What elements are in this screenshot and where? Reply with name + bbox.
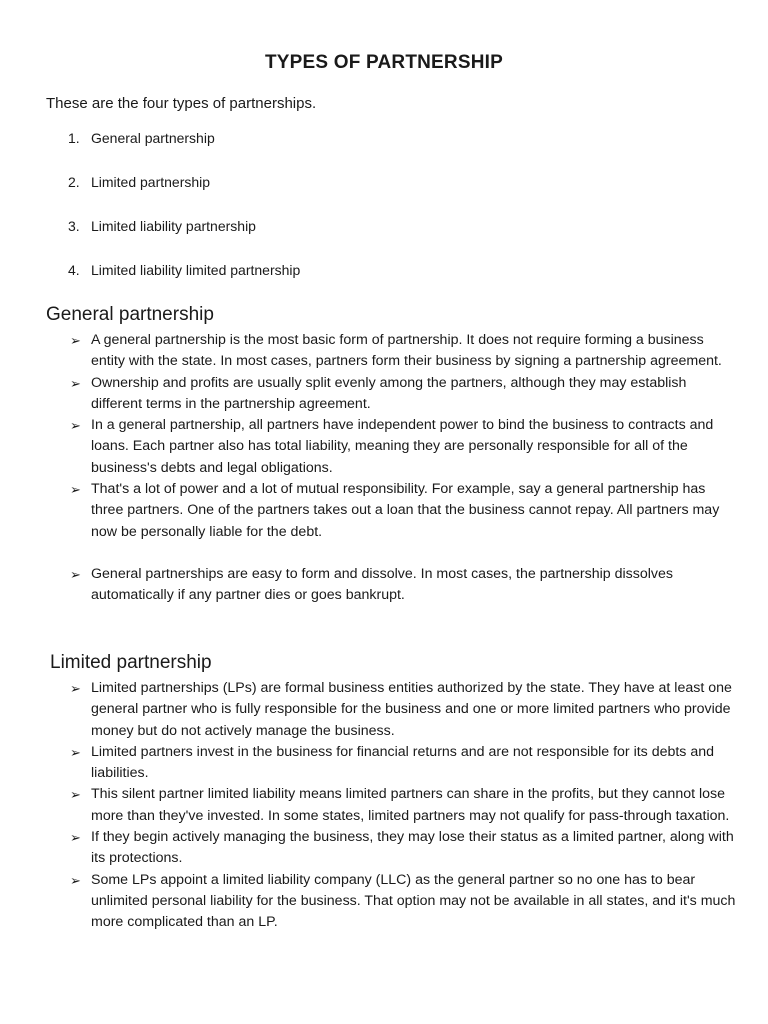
arrow-bullet-icon: ➢ — [70, 830, 81, 846]
list-number: 1. — [68, 130, 80, 146]
section-heading: General partnership — [46, 304, 214, 325]
bullet-item — [70, 330, 736, 373]
bullet-text: That's a lot of power and a lot of mutual responsibility. For example, say a general partnership has three partners. One of the partners takes out a loan that the business cannot repay. All partners may now be personally liable for the debt. — [91, 481, 720, 540]
bullet-item — [70, 479, 736, 543]
arrow-bullet-icon: ➢ — [70, 375, 81, 391]
arrow-bullet-icon: ➢ — [70, 333, 81, 348]
bullet-text: General partnerships are easy to form and dissolve. In most cases, the partnership dissolves automatically if any partner dies or goes bankrupt. — [91, 565, 673, 604]
document-title: TYPES OF PARTNERSHIP — [264, 52, 503, 73]
arrow-bullet-icon: ➢ — [70, 418, 81, 434]
arrow-bullet-icon: ➢ — [70, 787, 81, 803]
bullet-item — [70, 784, 740, 827]
bullet-text: Some LPs appoint a limited liability company (LLC) as the general partner so no one has to bear unlimited personal liability for the business. That option may not be available in all states, and it's much more complicated than an LP. — [91, 871, 736, 931]
arrow-bullet-icon: ➢ — [70, 566, 81, 582]
list-number: 3. — [68, 218, 80, 234]
list-item-label: Limited liability partnership — [91, 218, 256, 234]
bullet-item — [70, 564, 736, 607]
arrow-bullet-icon: ➢ — [70, 482, 81, 498]
partnership-types-list — [68, 130, 300, 306]
section-heading: Limited partnership — [50, 652, 212, 673]
limited-partnership-section — [50, 652, 740, 934]
bullet-item — [70, 742, 740, 785]
bullet-item — [70, 678, 740, 742]
bullet-text: Limited partners invest in the business for financial returns and are not responsible for its debts and liabilities. — [91, 743, 715, 782]
bullet-item — [70, 415, 736, 479]
list-item — [68, 130, 300, 174]
list-number: 4. — [68, 262, 80, 278]
list-item-label: Limited liability limited partnership — [91, 262, 301, 278]
bullet-text: This silent partner limited liability means limited partners can share in the profits, but they cannot lose more than they've invested. In some states, limited partners may not qualify for pass-through taxation. — [91, 786, 730, 824]
list-item-label: Limited partnership — [91, 174, 211, 190]
list-item — [68, 218, 300, 262]
bullet-text: If they begin actively managing the business, they may lose their status as a limited partner, along with its protections. — [91, 829, 734, 867]
general-partnership-section — [46, 304, 736, 607]
bullet-list — [50, 678, 740, 934]
bullet-list — [46, 330, 736, 607]
bullet-item — [70, 827, 740, 870]
arrow-bullet-icon: ➢ — [70, 872, 81, 888]
list-item — [68, 174, 300, 218]
bullet-text: In a general partnership, all partners have independent power to bind the business to contracts and loans. Each partner also has total liability, meaning they are personally responsible for all of the business's debts and legal obligations. — [91, 417, 714, 476]
bullet-item — [70, 870, 740, 934]
intro-text: These are the four types of partnerships. — [46, 95, 317, 112]
arrow-bullet-icon: ➢ — [70, 744, 81, 760]
list-number: 2. — [68, 174, 80, 190]
list-item — [68, 262, 300, 306]
list-item-label: General partnership — [91, 130, 215, 146]
bullet-item — [70, 373, 736, 416]
bullet-text: A general partnership is the most basic form of partnership. It does not require forming a business entity with the state. In most cases, partners form their business by signing a partnership agreement. — [91, 332, 722, 370]
arrow-bullet-icon: ➢ — [70, 681, 81, 696]
bullet-text: Limited partnerships (LPs) are formal business entities authorized by the state. They have at least one general partner who is fully responsible for the business and one or more limited partners who provide money but do not actively manage the business. — [91, 680, 732, 739]
bullet-text: Ownership and profits are usually split evenly among the partners, although they may establish different terms in the partnership agreement. — [91, 374, 687, 412]
